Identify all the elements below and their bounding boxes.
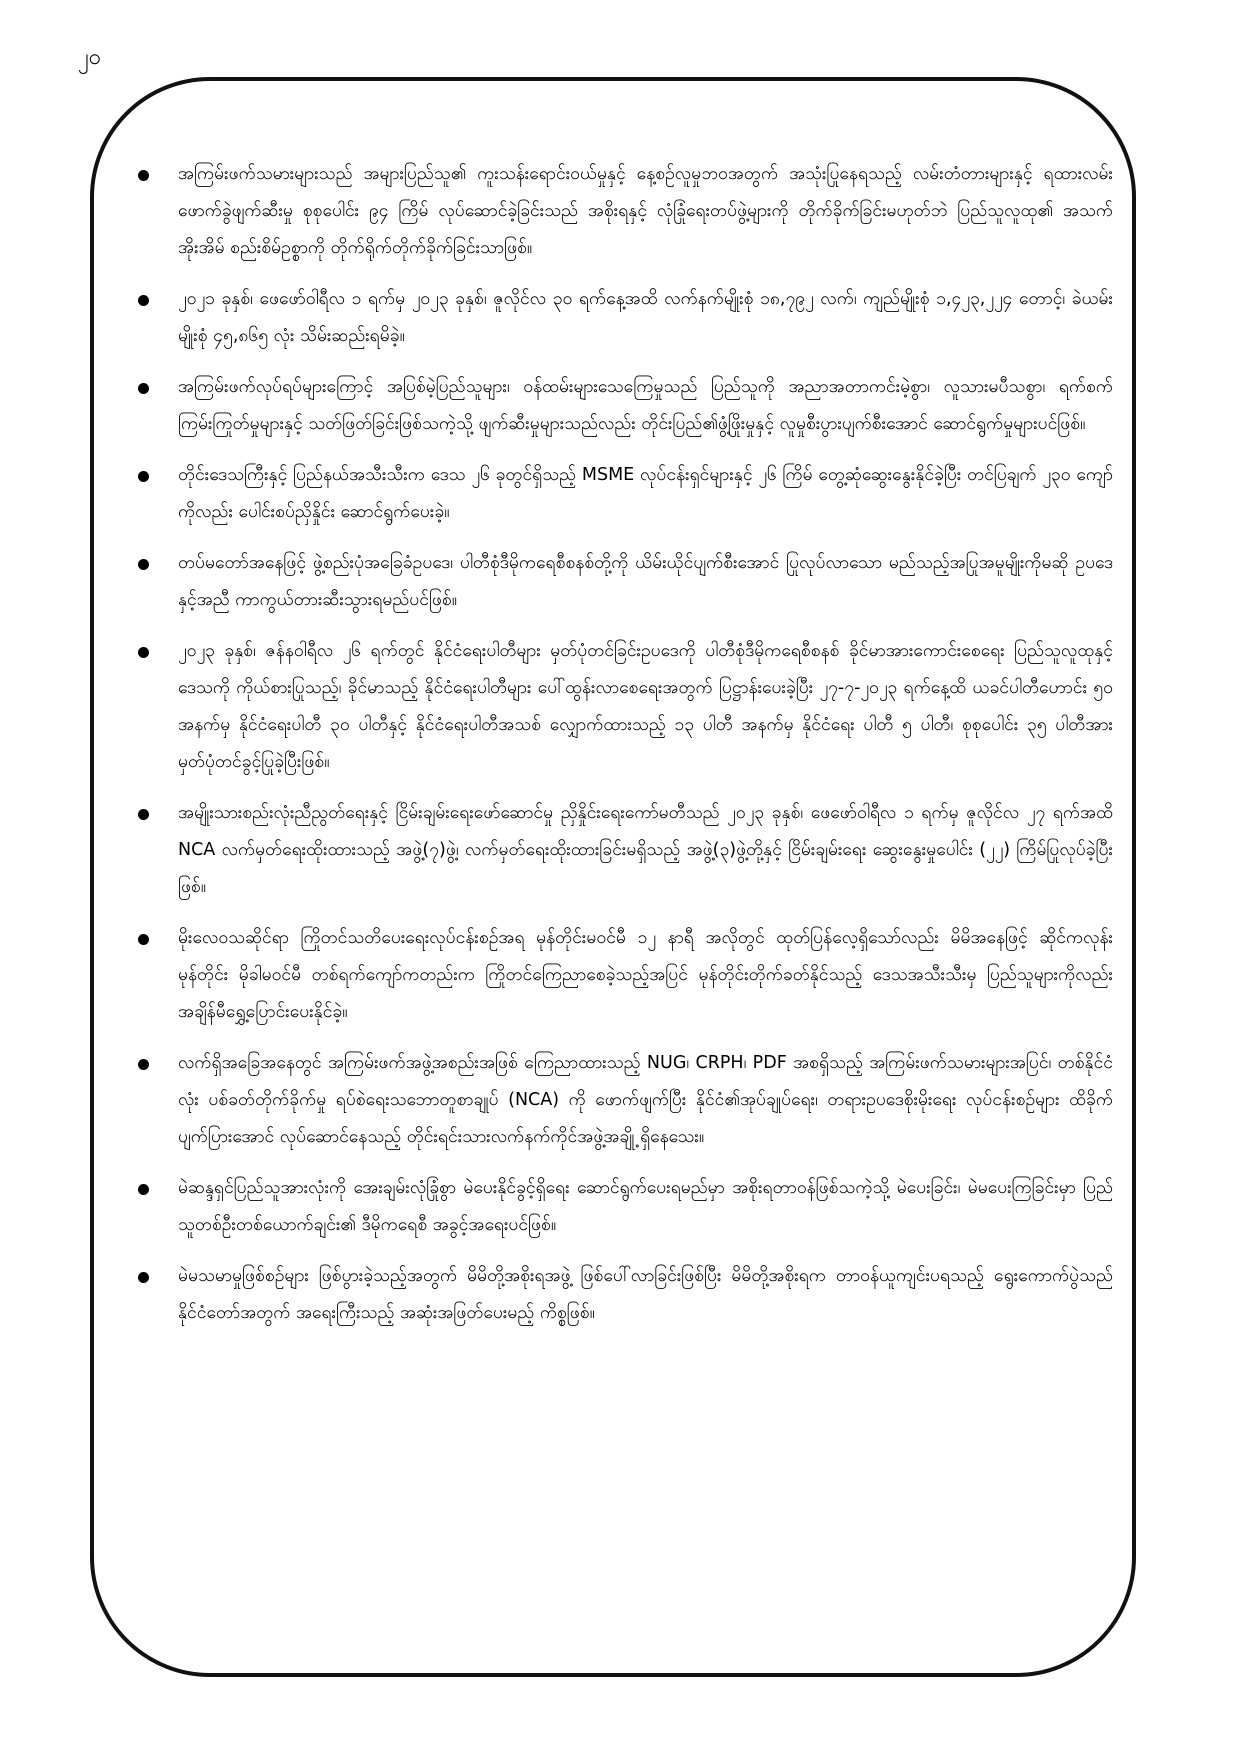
bullet-text: မိုးလေဝသဆိုင်ရာ ကြိုတင်သတိပေးရေးလုပ်ငန်းစဉ်အရ မုန်တိုင်းမဝင်မီ ၁၂ နာရီ အလိုတွင် ထုတ်ပြန်လေ့ရှိသော်လည်း မိမိအနေဖြင့် ဆိုင်ကလုန်းမုန်တိုင်း မိုခါမဝင်မီ တစ်ရက်ကျော်ကတည်းက ကြိုတင်ကြေညာစေခဲ့သည့်အပြင် မုန်တိုင်းတိုက်ခတ်နိုင်သည့် ဒေသအသီးသီးမှ ပြည်သူများကိုလည်း အချိန်မီရွှေ့ပြောင်းပေးနိုင်ခဲ့။ [178, 928, 1113, 1022]
bullet-item [138, 545, 1113, 619]
bullet-dot-icon [138, 170, 149, 181]
bullet-dot-icon [138, 471, 149, 482]
bullet-text: တိုင်းဒေသကြီးနှင့် ပြည်နယ်အသီးသီးက ဒေသ ၂၆ ခုတွင်ရှိသည့် MSME လုပ်ငန်းရှင်များနှင့် ၂၆ ကြိမ် တွေ့ဆုံဆွေးနွေးနိုင်ခဲ့ပြီး တင်ပြချက် ၂၃၀ ကျော်ကိုလည်း ပေါင်းစပ်ညှိနှိုင်း ဆောင်ရွက်ပေးခဲ့။ [178, 465, 1113, 522]
bullet-dot-icon [138, 1059, 149, 1070]
bullet-text: မဲဆန္ဒရှင်ပြည်သူအားလုံးကို အေးချမ်းလုံခြုံစွာ မဲပေးနိုင်ခွင့်ရှိရေး ဆောင်ရွက်ပေးရမည်မှာ အစိုးရတာဝန်ဖြစ်သကဲ့သို့ မဲပေးခြင်း၊ မဲမပေးကြခြင်းမှာ ပြည်သူတစ်ဦးတစ်ယောက်ချင်း၏ ဒီမိုကရေစီ အခွင့်အရေးပင်ဖြစ်။ [178, 1178, 1113, 1235]
bullet-item [138, 369, 1113, 443]
bullet-dot-icon [138, 383, 149, 394]
bullet-item [138, 1258, 1113, 1332]
bullet-dot-icon [138, 809, 149, 820]
page-number: ၂၀ [78, 45, 102, 70]
bullet-text: လက်ရှိအခြေအနေတွင် အကြမ်းဖက်အဖွဲ့အစည်းအဖြစ် ကြေညာထားသည့် NUG၊ CRPH၊ PDF အစရှိသည့် အကြမ်းဖက်သမားများအပြင်၊ တစ်နိုင်ငံလုံး ပစ်ခတ်တိုက်ခိုက်မှု ရပ်စဲရေးသဘောတူစာချုပ် (NCA) ကို ဖောက်ဖျက်ပြီး နိုင်ငံ၏အုပ်ချုပ်ရေး၊ တရားဥပဒေစိုးမိုးရေး လုပ်ငန်းစဉ်များ ထိခိုက်ပျက်ပြားအောင် လုပ်ဆောင်နေသည့် တိုင်းရင်းသားလက်နက်ကိုင်အဖွဲ့အချို့ ရှိနေသေး။ [178, 1053, 1113, 1147]
bullet-dot-icon [138, 647, 149, 658]
bullet-item [138, 920, 1113, 1031]
bullet-item [138, 156, 1113, 267]
bullet-dot-icon [138, 1272, 149, 1283]
bullet-item [138, 795, 1113, 906]
bullet-dot-icon [138, 295, 149, 306]
bullet-item [138, 633, 1113, 781]
bullet-item [138, 1170, 1113, 1244]
bullet-text: အမျိုးသားစည်းလုံးညီညွတ်ရေးနှင့် ငြိမ်းချမ်းရေးဖော်ဆောင်မှု ညှိနှိုင်းရေးကော်မတီသည် ၂၀၂၃ ခုနှစ်၊ ဖေဖော်ဝါရီလ ၁ ရက်မှ ဇူလိုင်လ ၂၇ ရက်အထိ NCA လက်မှတ်ရေးထိုးထားသည့် အဖွဲ့(၇)ဖွဲ့၊ လက်မှတ်ရေးထိုးထားခြင်းမရှိသည့် အဖွဲ့(၃)ဖွဲ့တို့နှင့် ငြိမ်းချမ်းရေး ဆွေးနွေးမှုပေါင်း (၂၂) ကြိမ်ပြုလုပ်ခဲ့ပြီးဖြစ်။ [178, 803, 1113, 897]
bullet-text: အကြမ်းဖက်လုပ်ရပ်များကြောင့် အပြစ်မဲ့ပြည်သူများ၊ ဝန်ထမ်းများသေကြေမှုသည် ပြည်သူကို အညာအတာကင်းမဲ့စွာ၊ လူသားမပီသစွာ၊ ရက်စက်ကြမ်းကြုတ်မှုများနှင့် သတ်ဖြတ်ခြင်းဖြစ်သကဲ့သို့ ဖျက်ဆီးမှုများသည်လည်း တိုင်းပြည်၏ဖွံ့ဖြိုးမှုနှင့် လူမှုစီးပွားပျက်စီးအောင် ဆောင်ရွက်မှုများပင်ဖြစ်။ [178, 377, 1113, 434]
bullet-item [138, 1045, 1113, 1156]
bullet-item [138, 281, 1113, 355]
bullet-text: အကြမ်းဖက်သမားများသည် အများပြည်သူ၏ ကူးသန်းရောင်းဝယ်မှုနှင့် နေ့စဉ်လူမှုဘဝအတွက် အသုံးပြုနေရသည့် လမ်းတံတားများနှင့် ရထားလမ်း ဖောက်ခွဲဖျက်ဆီးမှု စုစုပေါင်း ၉၄ ကြိမ် လုပ်ဆောင်ခဲ့ခြင်းသည် အစိုးရနှင့် လုံခြုံရေးတပ်ဖွဲ့များကို တိုက်ခိုက်ခြင်းမဟုတ်ဘဲ ပြည်သူလူထု၏ အသက်အိုးအိမ် စည်းစိမ်ဥစ္စာကို တိုက်ရိုက်တိုက်ခိုက်ခြင်းသာဖြစ်။ [178, 164, 1113, 258]
bullet-dot-icon [138, 1184, 149, 1195]
bullet-text: ၂၀၂၁ ခုနှစ်၊ ဖေဖော်ဝါရီလ ၁ ရက်မှ ၂၀၂၃ ခုနှစ်၊ ဇူလိုင်လ ၃၀ ရက်နေ့အထိ လက်နက်မျိုးစုံ ၁၈,၇၉၂ လက်၊ ကျည်မျိုးစုံ ၁,၄၂၃,၂၂၄ တောင့်၊ ခဲယမ်းမျိုးစုံ ၄၅,၈၆၅ လုံး သိမ်းဆည်းရမိခဲ့။ [178, 289, 1113, 346]
bullet-dot-icon [138, 934, 149, 945]
bullet-list [138, 156, 1113, 1346]
bullet-text: တပ်မတော်အနေဖြင့် ဖွဲ့စည်းပုံအခြေခံဥပဒေ၊ ပါတီစုံဒီမိုကရေစီစနစ်တို့ကို ယိမ်းယိုင်ပျက်စီးအောင် ပြုလုပ်လာသော မည်သည့်အပြုအမူမျိုးကိုမဆို ဥပဒေနှင့်အညီ ကာကွယ်တားဆီးသွားရမည်ပင်ဖြစ်။ [178, 553, 1113, 610]
bullet-dot-icon [138, 559, 149, 570]
bullet-item [138, 457, 1113, 531]
bullet-text: ၂၀၂၃ ခုနှစ်၊ ဇန်နဝါရီလ ၂၆ ရက်တွင် နိုင်ငံရေးပါတီများ မှတ်ပုံတင်ခြင်းဥပဒေကို ပါတီစုံဒီမိုကရေစီစနစ် ခိုင်မာအားကောင်းစေရေး ပြည်သူလူထုနှင့် ဒေသကို ကိုယ်စားပြုသည့်၊ ခိုင်မာသည့် နိုင်ငံရေးပါတီများ ပေါ်ထွန်းလာစေရေးအတွက် ပြဋ္ဌာန်းပေးခဲ့ပြီး ၂၇-၇-၂၀၂၃ ရက်နေ့ထိ ယခင်ပါတီဟောင်း ၅၀ အနက်မှ နိုင်ငံရေးပါတီ ၃၀ ပါတီနှင့် နိုင်ငံရေးပါတီအသစ် လျှောက်ထားသည့် ၁၃ ပါတီ အနက်မှ နိုင်ငံရေး ပါတီ ၅ ပါတီ၊ စုစုပေါင်း ၃၅ ပါတီအား မှတ်ပုံတင်ခွင့်ပြုခဲ့ပြီးဖြစ်။ [178, 641, 1113, 772]
bullet-text: မဲမသမာမှုဖြစ်စဉ်များ ဖြစ်ပွားခဲ့သည့်အတွက် မိမိတို့အစိုးရအဖွဲ့ ဖြစ်ပေါ်လာခြင်းဖြစ်ပြီး မိမိတို့အစိုးရက တာဝန်ယူကျင်းပရသည့် ရွေးကောက်ပွဲသည် နိုင်ငံတော်အတွက် အရေးကြီးသည့် အဆုံးအဖြတ်ပေးမည့် ကိစ္စဖြစ်။ [178, 1266, 1113, 1323]
